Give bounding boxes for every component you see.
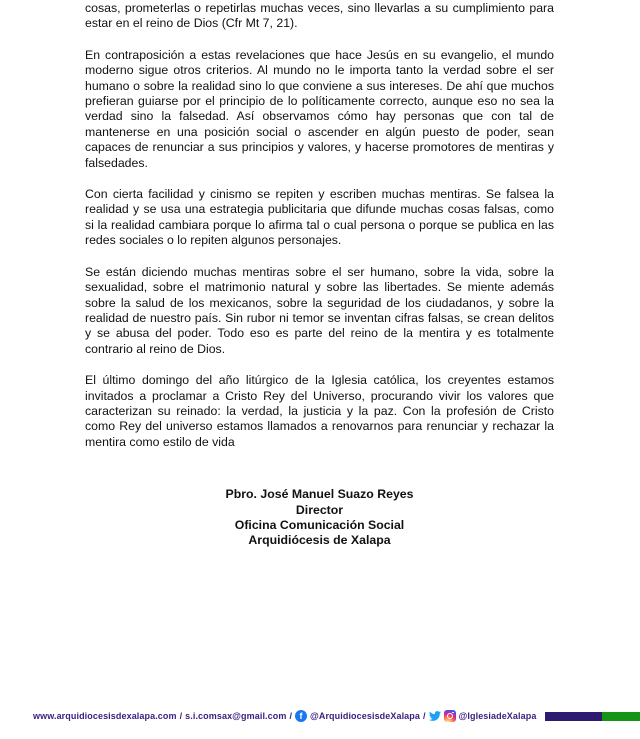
- facebook-icon-glyph: f: [299, 711, 303, 721]
- signature-block: [85, 487, 554, 549]
- footer-facebook-handle-link[interactable]: @ArquidiocesisdeXalapa: [309, 711, 420, 721]
- paragraph: El último domingo del año litúrgico de la Iglesia católica, los creyentes estamos invitados a proclamar a Cristo Rey del Universo, procurando vivir los valores que caracterizan su reinado: la verdad, la justicia y la paz. Con la profesión de Cristo como Rey del universo estamos llamados a renovarnos para renunciar y rechazar la mentira como estilo de vida: [85, 373, 554, 449]
- paragraph: Con cierta facilidad y cinismo se repiten y escriben muchas mentiras. Se falsea la realidad y se usa una estrategia publicitaria que difunde muchas cosas falsas, como si la realidad cambiara porque lo afirma tal o cual persona o porque se publica en las redes sociales o lo repiten algunos personajes.: [85, 187, 554, 248]
- document-body: [85, 1, 554, 549]
- footer-social-handle-link[interactable]: @IglesiadeXalapa: [458, 711, 537, 721]
- footer-separator: /: [289, 711, 292, 721]
- instagram-icon: [444, 710, 456, 722]
- signature-organization: Arquidiócesis de Xalapa: [248, 533, 391, 548]
- page-footer: [0, 704, 640, 728]
- footer-email-link[interactable]: s.i.comsax@gmail.com: [185, 711, 287, 721]
- paragraph-continuation: cosas, prometerlas o repetirlas muchas veces, sino llevarlas a su cumplimiento para estar en el reino de Dios (Cfr Mt 7, 21).: [85, 1, 554, 31]
- footer-separator: /: [423, 711, 426, 721]
- paragraph: En contraposición a estas revelaciones que hace Jesús en su evangelio, el mundo moderno sigue otros criterios. Al mundo no le importa tanto la verdad sobre el ser humano o sobre la realidad sino lo que conviene a sus intereses. De ahí que muchos prefieran guiarse por el principio de lo políticamente correcto, aunque eso no sea la verdad sino la falsedad. Así observamos cómo hay personas que con tal de mantenerse en una posición social o ascender en algún puesto de poder, sean capaces de renunciar a sus principios y valores, y hacerse promotores de mentiras y falsedades.: [85, 47, 554, 170]
- paragraph: Se están diciendo muchas mentiras sobre el ser humano, sobre la vida, sobre la sexualidad, sobre el matrimonio natural y sobre las libertades. Se miente además sobre la salud de los mexicanos, sobre la seguridad de los ciudadanos, y sobre la realidad de nuestro país. Sin rubor ni temor se inventan cifras falsas, se crean delitos y se abusa del poder. Todo eso es parte del reino de la mentira y es totalmente contrario al reino de Dios.: [85, 264, 554, 356]
- footer-bar-purple: [545, 712, 602, 721]
- facebook-icon: [295, 710, 307, 722]
- footer-website-link[interactable]: www.arquidiocesisdexalapa.com: [33, 711, 177, 721]
- signature-title: Director: [295, 502, 344, 517]
- signature-name: Pbro. José Manuel Suazo Reyes: [225, 487, 414, 502]
- twitter-icon: [429, 710, 441, 722]
- signature-office: Oficina Comunicación Social: [234, 517, 405, 532]
- footer-bar-green: [602, 712, 640, 721]
- footer-separator: /: [179, 711, 183, 721]
